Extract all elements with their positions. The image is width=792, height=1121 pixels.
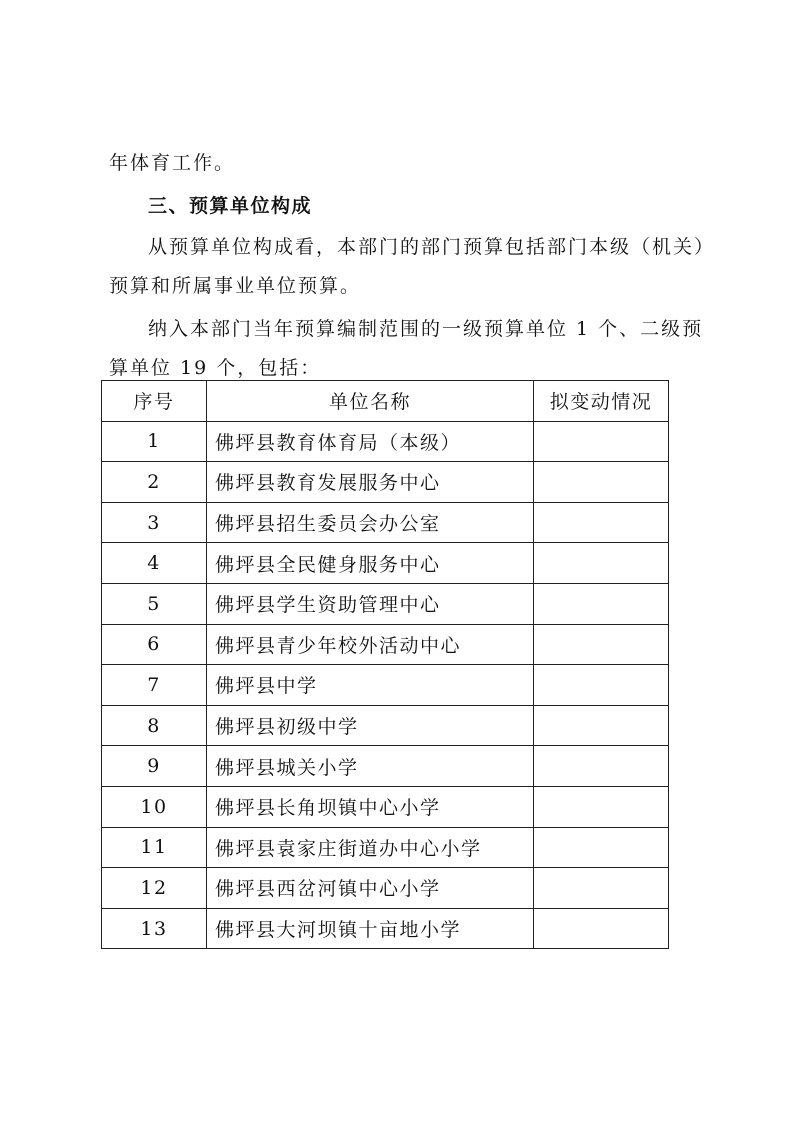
row-change bbox=[534, 908, 669, 949]
table-row bbox=[102, 908, 669, 949]
row-index: 13 bbox=[102, 908, 207, 949]
row-unit-name: 佛坪县城关小学 bbox=[207, 746, 534, 787]
row-index: 7 bbox=[102, 665, 207, 706]
row-index: 11 bbox=[102, 827, 207, 868]
row-change bbox=[534, 421, 669, 462]
row-unit-name: 佛坪县学生资助管理中心 bbox=[207, 583, 534, 624]
paragraph-2-line-1: 纳入本部门当年预算编制范围的一级预算单位 1 个、二级预 bbox=[148, 318, 704, 340]
header-change: 拟变动情况 bbox=[534, 381, 669, 422]
row-index: 8 bbox=[102, 705, 207, 746]
row-unit-name: 佛坪县教育发展服务中心 bbox=[207, 462, 534, 503]
row-change bbox=[534, 786, 669, 827]
paragraph-end-line: 年体育工作。 bbox=[109, 152, 236, 174]
row-change bbox=[534, 502, 669, 543]
row-change bbox=[534, 462, 669, 503]
row-unit-name: 佛坪县袁家庄街道办中心小学 bbox=[207, 827, 534, 868]
header-index: 序号 bbox=[102, 381, 207, 422]
row-unit-name: 佛坪县教育体育局（本级） bbox=[207, 421, 534, 462]
row-index: 3 bbox=[102, 502, 207, 543]
row-unit-name: 佛坪县青少年校外活动中心 bbox=[207, 624, 534, 665]
row-index: 12 bbox=[102, 868, 207, 909]
row-change bbox=[534, 624, 669, 665]
paragraph-1-line-1: 从预算单位构成看，本部门的部门预算包括部门本级（机关） bbox=[148, 236, 716, 258]
row-change bbox=[534, 705, 669, 746]
row-unit-name: 佛坪县全民健身服务中心 bbox=[207, 543, 534, 584]
table-row bbox=[102, 462, 669, 503]
row-unit-name: 佛坪县初级中学 bbox=[207, 705, 534, 746]
paragraph-2-line-2: 算单位 19 个，包括： bbox=[109, 357, 322, 379]
row-change bbox=[534, 583, 669, 624]
paragraph-1-line-2: 预算和所属事业单位预算。 bbox=[109, 275, 362, 297]
row-unit-name: 佛坪县长角坝镇中心小学 bbox=[207, 786, 534, 827]
table-row bbox=[102, 868, 669, 909]
header-unit-name: 单位名称 bbox=[207, 381, 534, 422]
table-row bbox=[102, 786, 669, 827]
row-index: 2 bbox=[102, 462, 207, 503]
table-row bbox=[102, 421, 669, 462]
row-change bbox=[534, 543, 669, 584]
row-index: 5 bbox=[102, 583, 207, 624]
row-unit-name: 佛坪县大河坝镇十亩地小学 bbox=[207, 908, 534, 949]
row-change bbox=[534, 665, 669, 706]
row-change bbox=[534, 827, 669, 868]
table-header-row bbox=[102, 381, 669, 422]
table-row bbox=[102, 583, 669, 624]
row-index: 10 bbox=[102, 786, 207, 827]
row-change bbox=[534, 868, 669, 909]
table-row bbox=[102, 665, 669, 706]
table-row bbox=[102, 827, 669, 868]
row-index: 4 bbox=[102, 543, 207, 584]
row-change bbox=[534, 746, 669, 787]
row-index: 9 bbox=[102, 746, 207, 787]
table-row bbox=[102, 502, 669, 543]
row-unit-name: 佛坪县中学 bbox=[207, 665, 534, 706]
section-heading: 三、预算单位构成 bbox=[148, 195, 313, 217]
table-row bbox=[102, 746, 669, 787]
budget-units-table bbox=[101, 380, 669, 949]
table-row bbox=[102, 624, 669, 665]
row-index: 6 bbox=[102, 624, 207, 665]
row-unit-name: 佛坪县西岔河镇中心小学 bbox=[207, 868, 534, 909]
row-unit-name: 佛坪县招生委员会办公室 bbox=[207, 502, 534, 543]
row-index: 1 bbox=[102, 421, 207, 462]
table-row bbox=[102, 705, 669, 746]
table-row bbox=[102, 543, 669, 584]
